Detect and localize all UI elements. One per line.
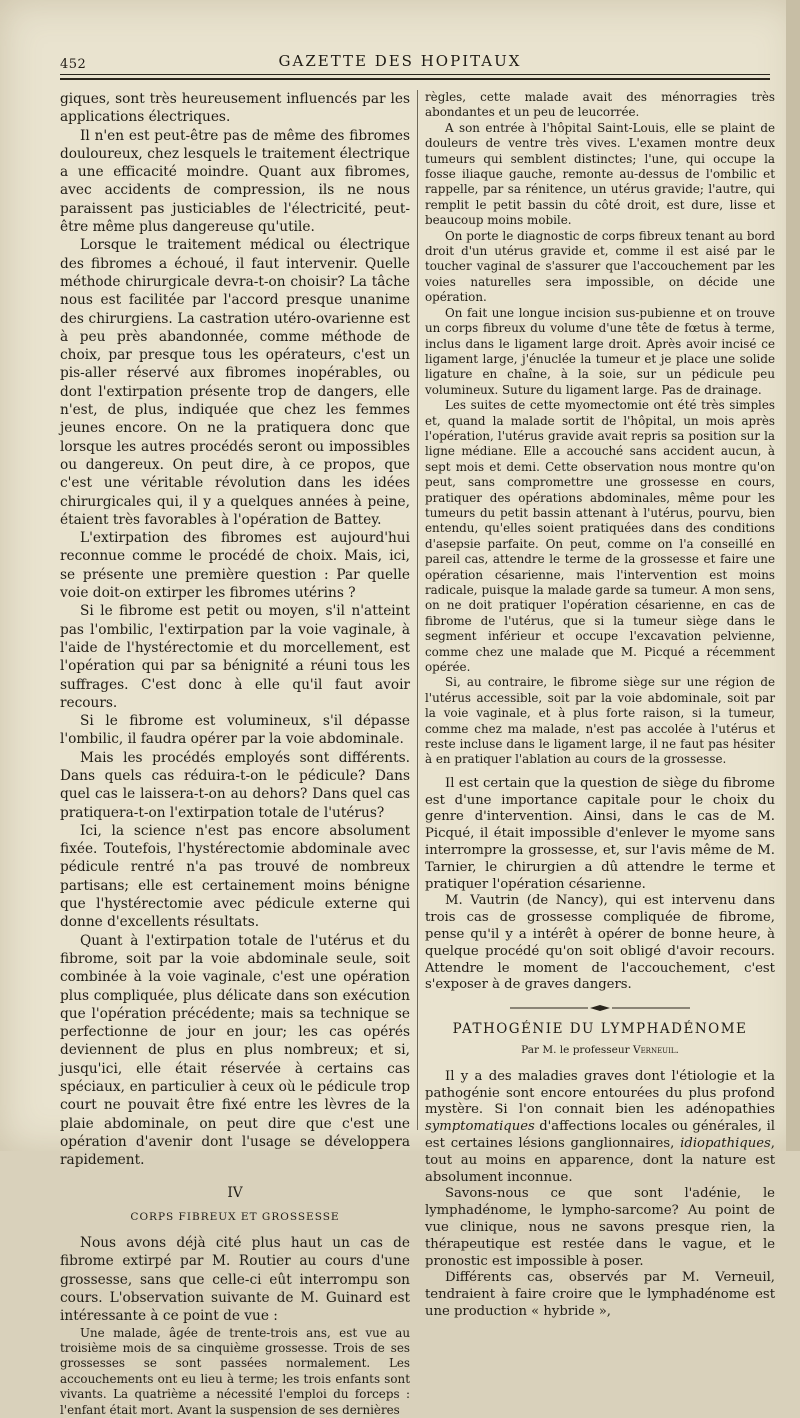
observation-paragraph: Les suites de cette myomectomie ont été très simples et, quand la malade sortit de l'hôpital, un mois après l'opération, l'utérus gravide avait repris sa position sur la ligne médiane. Elle a accouché sans accident aucun, à sept mois et demi. Cette observation nous montre qu'on peut, sans compromettre une grossesse en cours, pratiquer des opérations abdominales, même pour les tumeurs du petit bassin attenant à l'utérus, pourvu, bien entendu, qu'elles soient pratiquées dans des conditions d'asepsie parfaite. On peut, comme on l'a conseillé en pareil cas, attendre le terme de la grossesse et faire une opération césarienne, mais l'intervention est moins radicale, puisque la malade garde sa tumeur. A mon sens, on ne doit pratiquer l'opération césarienne, en cas de fibrome de l'utérus, que si la tumeur siège dans le segment inférieur et occupe l'excavation pelvienne, comme chez une malade que M. Picqué a récemment opérée.: [425, 398, 775, 675]
header-rule-thick: [60, 78, 770, 80]
page-number: 452: [60, 57, 87, 72]
paragraph: M. Vautrin (de Nancy), qui est intervenu dans trois cas de grossesse compliquée de fibrome, pense qu'il y a intérêt à opérer de bonne heure, à quelque procédé qu'on soit obligé d'avoir recours. Attendre le moment de l'accouchement, c'est s'exposer à de graves dangers.: [425, 893, 775, 993]
section-number: IV: [227, 1184, 243, 1201]
byline-prefix: Par M. le professeur: [521, 1043, 630, 1056]
observation-paragraph: On porte le diagnostic de corps fibreux tenant au bord droit d'un utérus gravide et, comme il est aisé par le toucher vaginal de s'assurer que l'accouchement par les voies naturelles sera impossible, on décide une opération.: [425, 228, 775, 305]
paragraph: Mais les procédés employés sont différents. Dans quels cas réduira-t-on le pédicule? Dans quel cas le laissera-t-on au dehors? Dans quel cas pratiquera-t-on l'extirpation totale de l'utérus?: [60, 749, 410, 821]
paragraph: Si le fibrome est petit ou moyen, s'il n'atteint pas l'ombilic, l'extirpation par la voie vaginale, à l'aide de l'hystérectomie et du morcellement, est l'opération qui par sa bénignité a réuni tous les suffrages. C'est donc à elle qu'il faut avoir recours.: [60, 603, 410, 711]
ornament-rule-icon: [510, 1004, 690, 1012]
paragraph-text: , tout au moins en apparence, dont la nature est absolument inconnue.: [425, 1136, 775, 1185]
section-title: CORPS FIBREUX ET GROSSESSE: [130, 1210, 340, 1223]
paragraph: L'extirpation des fibromes est aujourd'hui reconnue comme le procédé de choix. Mais, ici, se présente une première question : Par quelle voie doit-on extirper les fibromes utérins ?: [60, 530, 410, 602]
paragraph: Ici, la science n'est pas encore absolument fixée. Toutefois, l'hystérectomie abdominale avec pédicule rentré n'a pas trouvé de nombreux partisans; elle est certainement moins bénigne que l'hystérectomie avec pédicule externe qui donne d'excellents résultats.: [60, 822, 410, 931]
paragraph: Savons-nous ce que sont l'adénie, le lymphadénome, le lympho-sarcome? Au point de vue clinique, nous ne savons presque rien, la thérapeutique est restée dans le vague, et le pronostic est impossible à poser.: [425, 1186, 775, 1269]
observation-paragraph: Une malade, âgée de trente-trois ans, est vue au troisième mois de sa cinquième grossesse. Trois de ses grossesses se sont passées normalement. Les accouchements ont eu lieu à terme; les trois enfants sont vivants. La quatrième a nécessité l'emploi du forceps : l'enfant était mort. Avant la suspension de ses dernières: [60, 1325, 410, 1417]
paragraph: giques, sont très heureusement influencés par les applications électriques.: [60, 91, 410, 126]
article-title: PATHOGÉNIE DU LYMPHADÉNOME: [452, 1021, 748, 1038]
paragraph: Lorsque le traitement médical ou électrique des fibromes a échoué, il faut intervenir. Quelle méthode chirurgicale devra-t-on choisir? La tâche nous est facilitée par l'accord presque unanime des chirurgiens. La castration utéro-ovarienne est à peu près abandonnée, comme méthode de choix, par presque tous les opérateurs, c'est un pis-aller réservé aux fibromes inopérables, ou dont l'extirpation présente trop de dangers, elle n'est, de plus, indiquée que chez les femmes jeunes encore. On ne la pratiquera donc que lorsque les autres procédés seront ou impossibles ou dangereux. On peut dire, à ce propos, que c'est une véritable révolution dans les idées chirurgicales qui, il y a quelques années à peine, étaient très favorables à l'opération de Battey.: [60, 237, 410, 528]
paragraph: Il est certain que la question de siège du fibrome est d'une importance capitale pour le choix du genre d'intervention. Ainsi, dans le cas de M. Picqué, il était impossible d'enlever le myome sans interrompre la grossesse, et, sur l'avis même de M. Tarnier, le chirurgien a dû attendre le terme et pratiquer l'opération césarienne.: [425, 775, 775, 892]
paragraph: Si le fibrome est volumineux, s'il dépasse l'ombilic, il faudra opérer par la voie abdominale.: [60, 713, 410, 748]
page-edge: [786, 0, 800, 1151]
paragraph-text: Il y a des maladies graves dont l'étiologie et la pathogénie sont encore entourées du plus profond mystère. Si l'on connait bien les adénopathies: [425, 1068, 775, 1118]
header-rule-thin: [60, 74, 770, 75]
observation-paragraph: A son entrée à l'hôpital Saint-Louis, elle se plaint de douleurs de ventre très vives. L'examen montre deux tumeurs qui semblent distinctes; l'une, qui occupe la fosse iliaque gauche, remonte au-dessus de l'ombilic et rappelle, par sa rénitence, un utérus gravide; l'autre, qui remplit le petit bassin du côté droit, est dure, lisse et beaucoup moins mobile.: [425, 120, 775, 228]
paragraph: Quant à l'extirpation totale de l'utérus et du fibrome, soit par la voie abdominale seule, soit combinée à la voie vaginale, c'est une opération plus compliquée, plus délicate dans son exécution que l'opération précédente; mais sa technique se perfectionne de jour en jour; les cas opérés deviennent de plus en plus nombreux; et si, jusqu'ici, elle était réservée à certains cas spéciaux, en particulier à ceux où le pédicule trop court ne pouvait être fixé entre les lèvres de la plaie abdominale, on peut dire que c'est une opération d'avenir dont l'usage se développera rapidement.: [60, 932, 410, 1169]
column-divider: [417, 90, 418, 1130]
right-column: [425, 90, 775, 1321]
observation-paragraph: On fait une longue incision sus-pubienne et on trouve un corps fibreux du volume d'une tête de fœtus à terme, inclus dans le ligament large droit. Après avoir incisé ce ligament large, j'énucléе la tumeur et je place une solide ligature en chaîne, à la soie, sur un pédicule peu volumineux. Suture du ligament large. Pas de drainage.: [425, 305, 775, 397]
paragraph: Différents cas, observés par M. Verneuil, tendraient à faire croire que le lymphadénome est une production « hybride »,: [425, 1270, 775, 1319]
left-column: [60, 90, 410, 1418]
byline-author: Verneuil.: [632, 1043, 679, 1056]
observation-paragraph: Si, au contraire, le fibrome siège sur une région de l'utérus accessible, soit par la voie abdominale, soit par la voie vaginale, et à plus forte raison, si la tumeur, comme chez ma malade, n'est pas accolée à l'utérus et reste incluse dans le ligament large, il ne faut pas hésiter à en pratiquer l'ablation au cours de la grossesse.: [425, 675, 775, 767]
paragraph: [425, 1069, 775, 1187]
paragraph-text: d'affections locales ou générales, il est certaines lésions ganglionnaires,: [425, 1119, 775, 1152]
journal-title: GAZETTE DES HOPITAUX: [278, 52, 522, 70]
ornament-divider: [425, 1004, 775, 1012]
paragraph: Il n'en est peut-être pas de même des fibromes douloureux, chez lesquels le traitement électrique a une efficacité moindre. Quant aux fibromes, avec accidents de compression, ils ne nous paraissent pas justiciables de l'électricité, peut-être même plus dangereuse qu'utile.: [60, 127, 410, 236]
emphasis: symptomatiques: [425, 1119, 535, 1135]
emphasis: idiopathiques: [680, 1136, 771, 1152]
observation-paragraph: règles, cette malade avait des ménorragies très abondantes et un peu de leucorrée.: [425, 90, 775, 120]
paragraph: Nous avons déjà cité plus haut un cas de fibrome extirpé par M. Routier au cours d'une grossesse, sans que celle-ci eût interrompu son cours. L'observation suivante de M. Guinard est intéressante à ce point de vue :: [60, 1235, 410, 1325]
byline: [425, 1041, 775, 1059]
